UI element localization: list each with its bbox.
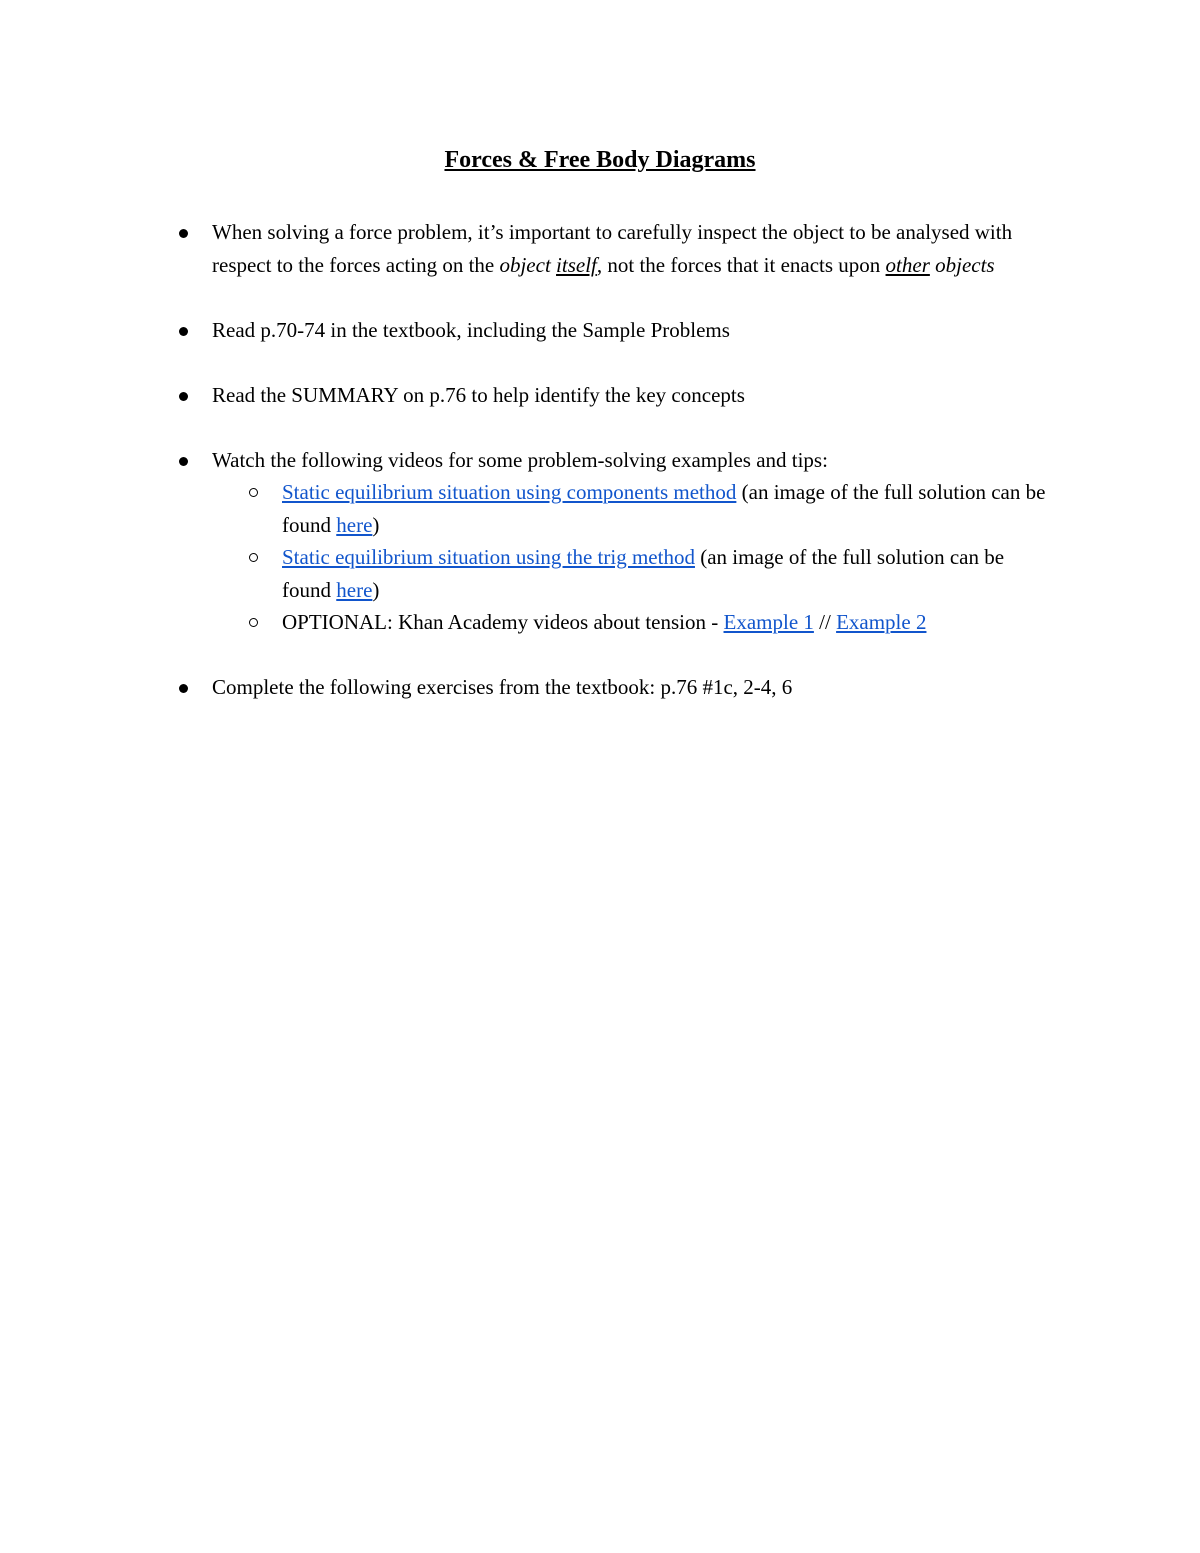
item-text: Complete the following exercises from the textbook: p.76 #1c, 2-4, 6	[212, 675, 793, 699]
video-sublist	[212, 476, 1050, 639]
item-emphasis: objects	[929, 252, 995, 277]
hollow-bullet-icon	[249, 553, 258, 562]
item-text: Read the SUMMARY on p.76 to help identify the key concepts	[212, 382, 745, 407]
bullet-icon	[179, 684, 188, 693]
sublist-text: )	[372, 512, 380, 537]
hollow-bullet-icon	[249, 618, 258, 627]
list-item	[0, 379, 1200, 412]
list-item	[0, 671, 1200, 704]
bullet-icon	[179, 229, 188, 238]
item-text: Watch the following videos for some problem-solving examples and tips:	[212, 447, 828, 472]
bullet-icon	[179, 392, 188, 401]
bullet-icon	[179, 457, 188, 466]
list-item	[0, 314, 1200, 347]
khan-example-1-link[interactable]: Example 1	[723, 610, 814, 634]
item-text: Read p.70-74 in the textbook, including the Sample Problems	[212, 317, 730, 342]
list-item	[0, 444, 1200, 639]
item-emphasis: object	[499, 252, 551, 277]
bullet-icon	[179, 327, 188, 336]
item-text: , not the forces that it enacts upon	[596, 252, 886, 277]
sublist-text: )	[372, 577, 380, 602]
sublist-text: (an image of the full solution can be found	[282, 480, 1046, 537]
hollow-bullet-icon	[249, 488, 258, 497]
item-emphasis-underlined: other	[885, 252, 930, 277]
item-emphasis-underlined: itself	[556, 252, 597, 277]
khan-example-2-link[interactable]: Example 2	[836, 610, 927, 634]
page-title: Forces & Free Body Diagrams	[444, 147, 756, 173]
sublist-text: //	[813, 610, 837, 634]
sublist-item	[211, 476, 1050, 541]
trig-solution-link[interactable]: here	[336, 577, 373, 602]
list-item	[0, 216, 1200, 281]
sublist-item	[211, 606, 1050, 639]
trig-method-video-link[interactable]: Static equilibrium situation using the trig method	[282, 545, 695, 569]
components-method-video-link[interactable]: Static equilibrium situation using components method	[282, 480, 737, 504]
bullet-list	[0, 216, 1200, 736]
components-solution-link[interactable]: here	[336, 512, 373, 537]
sublist-text: (an image of the full solution can be found	[282, 545, 1005, 602]
item-text: When solving a force problem, it’s important to carefully inspect the object to be analysed with respect to the forces acting on the	[212, 220, 1013, 277]
sublist-text: OPTIONAL: Khan Academy videos about tension -	[282, 610, 724, 634]
sublist-item	[211, 541, 1050, 606]
